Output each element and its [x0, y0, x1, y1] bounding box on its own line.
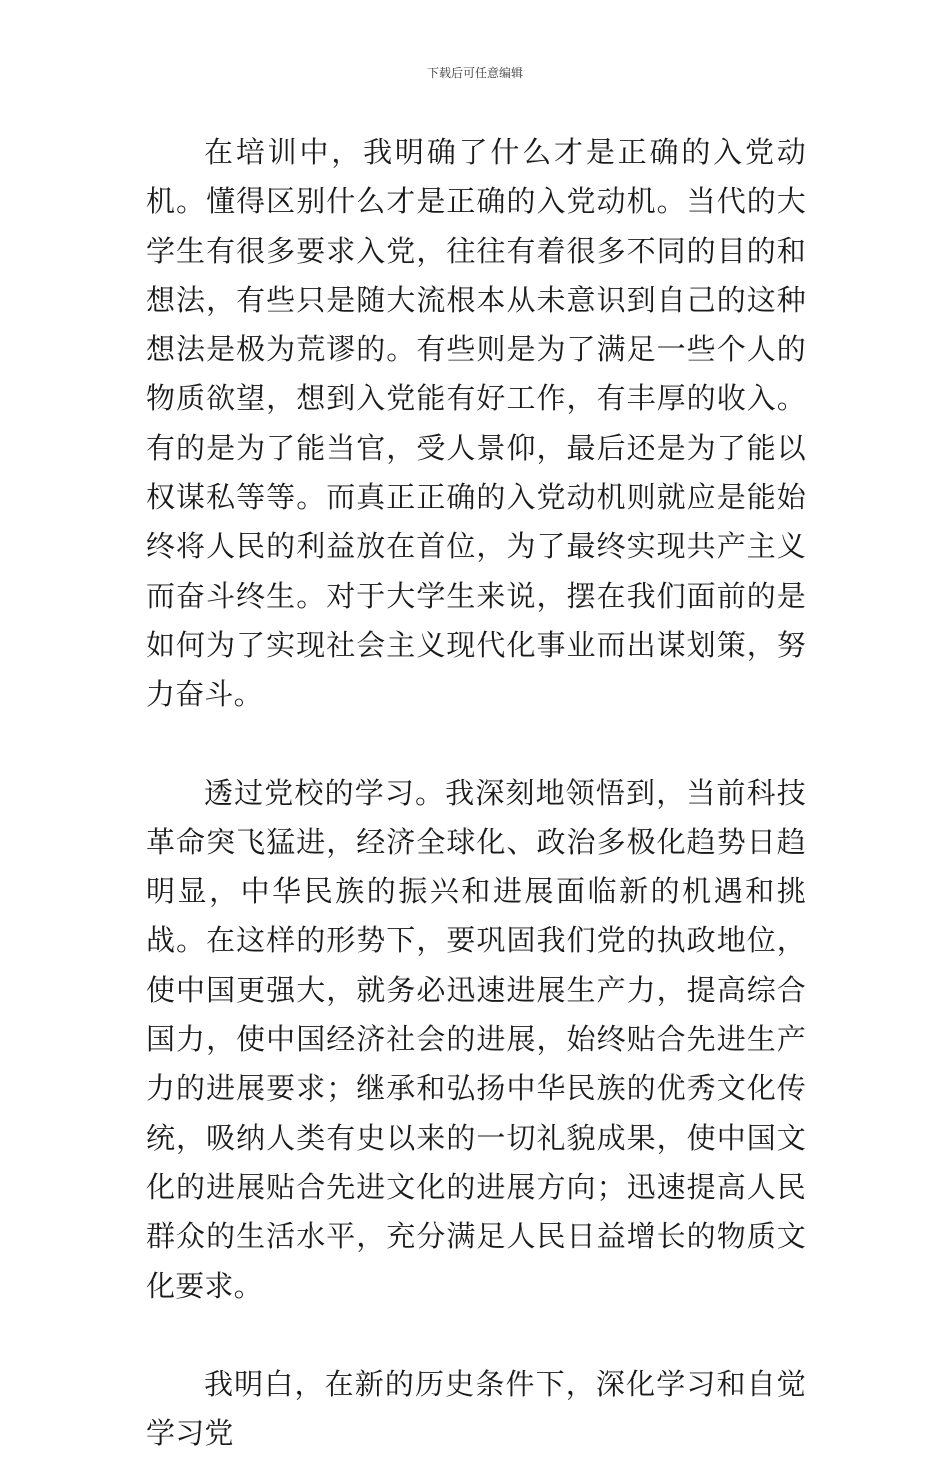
- document-body: [146, 128, 806, 1458]
- paragraph-3: 我明白，在新的历史条件下，深化学习和自觉学习党: [146, 1366, 806, 1451]
- paragraph-1: 在培训中，我明确了什么才是正确的入党动机。懂得区别什么才是正确的入党动机。当代的大学生有很多要求入党，往往有着很多不同的目的和想法，有些只是随大流根本从未意识到自己的这种想法是极为荒谬的。有些则是为了满足一些个人的物质欲望，想到入党能有好工作，有丰厚的收入。有的是为了能当官，受人景仰，最后还是为了能以权谋私等等。而真正正确的入党动机则就应是能始终将人民的利益放在首位，为了最终实现共产主义而奋斗终生。对于大学生来说，摆在我们面前的是如何为了实现社会主义现代化事业而出谋划策，努力奋斗。: [146, 135, 806, 712]
- paragraph-2: 透过党校的学习。我深刻地领悟到，当前科技革命突飞猛进，经济全球化、政治多极化趋势日趋明显，中华民族的振兴和进展面临新的机遇和挑战。在这样的形势下，要巩固我们党的执政地位，使中国更强大，就务必迅速进展生产力，提高综合国力，使中国经济社会的进展，始终贴合先进生产力的进展要求；继承和弘扬中华民族的优秀文化传统，吸纳人类有史以来的一切礼貌成果，使中国文化的进展贴合先进文化的进展方向；迅速提高人民群众的生活水平，充分满足人民日益增长的物质文化要求。: [146, 775, 806, 1303]
- page-header-note: 下载后可任意编辑: [426, 66, 523, 80]
